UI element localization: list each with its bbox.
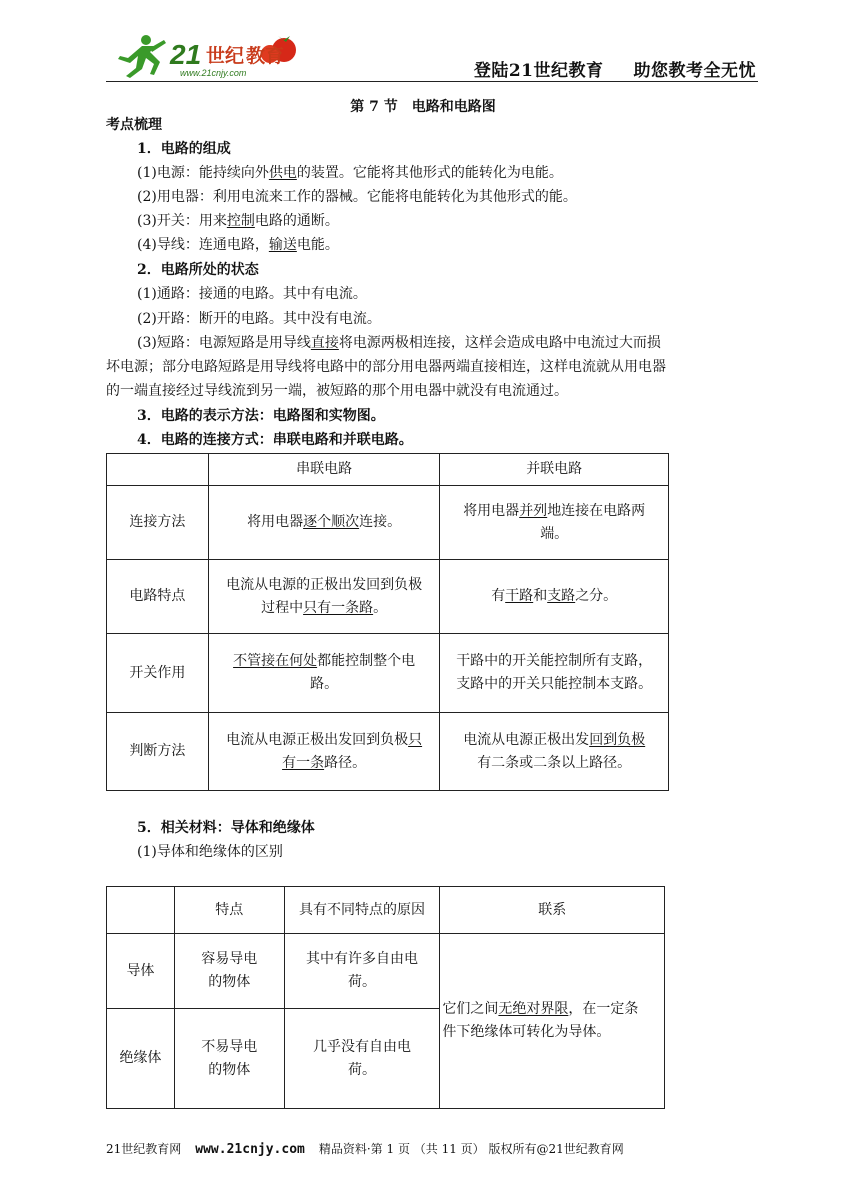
site-logo <box>106 28 306 80</box>
svg-text:www.21cnjy.com: www.21cnjy.com <box>180 68 247 78</box>
conductor-insulator-table <box>106 886 665 1109</box>
table-row <box>107 713 669 791</box>
s1-item-1: (1)电源：能持续向外供电的装置。它能将其他形式的能转化为电能。 <box>137 165 563 181</box>
slogan-help: 助您教考全无忧 <box>633 61 756 81</box>
s2-item-3: (3)短路：电源短路是用导线直接将电源两极相连接，这样会造成电路中电流过大而损 <box>137 335 661 351</box>
slogan-login: 登陆21世纪教育 <box>473 61 604 81</box>
table-row <box>107 634 669 713</box>
table-cell: 有干路和支路之分。 <box>440 560 669 634</box>
s2-item-1: (1)通路：接通的电路。其中有电流。 <box>137 286 367 302</box>
row-label: 判断方法 <box>107 713 209 791</box>
svg-text:21: 21 <box>170 39 202 70</box>
s1-title: 1．电路的组成 <box>137 141 231 157</box>
svg-text:教育: 教育 <box>246 45 285 67</box>
page-footer <box>106 1140 624 1157</box>
s2-item-3-line-3: 的一端直接经过导线流到另一端，被短路的那个用电器中就没有电流通过。 <box>106 383 568 399</box>
header-slogan <box>444 56 756 81</box>
page-title <box>0 96 860 116</box>
row-label: 开关作用 <box>107 634 209 713</box>
table-cell <box>107 887 175 934</box>
table-cell: 干路中的开关能控制所有支路， 支路中的开关只能控制本支路。 <box>440 634 669 713</box>
table-cell <box>107 454 209 486</box>
table-row <box>107 486 669 560</box>
header-relation: 联系 <box>440 887 665 934</box>
s1-item-4: (4)导线：连通电路，输送电能。 <box>137 237 339 253</box>
relation-cell: 它们之间无绝对界限，在一定条 件下绝缘体可转化为导体。 <box>440 934 665 1109</box>
running-figure-icon <box>118 35 166 78</box>
header-divider <box>106 81 758 82</box>
row-label: 绝缘体 <box>107 1009 175 1109</box>
header-reason: 具有不同特点的原因 <box>284 887 440 934</box>
table-row <box>107 560 669 634</box>
table-cell: 几乎没有自由电 荷。 <box>284 1009 440 1109</box>
table-cell: 电流从电源正极出发回到负极只 有一条路径。 <box>208 713 440 791</box>
table-cell: 容易导电 的物体 <box>174 934 284 1009</box>
table-cell: 将用电器逐个顺次连接。 <box>208 486 440 560</box>
page-header <box>106 28 758 82</box>
section-number: 第 7 节 <box>350 99 398 115</box>
table-row <box>107 887 665 934</box>
s1-item-3: (3)开关：用来控制电路的通断。 <box>137 213 339 229</box>
section-name: 电路和电路图 <box>411 99 496 115</box>
svg-text:世纪: 世纪 <box>206 45 245 67</box>
row-label: 导体 <box>107 934 175 1009</box>
s5-sub: (1)导体和绝缘体的区别 <box>137 844 283 860</box>
table-cell: 不管接在何处都能控制整个电 路。 <box>208 634 440 713</box>
row-label: 连接方法 <box>107 486 209 560</box>
heading-key-points: 考点梳理 <box>106 117 162 133</box>
s5-title: 5．相关材料：导体和绝缘体 <box>137 820 315 836</box>
circuit-comparison-table <box>106 453 669 791</box>
table-cell: 电流从电源的正极出发回到负极 过程中只有一条路。 <box>208 560 440 634</box>
table-cell: 其中有许多自由电 荷。 <box>284 934 440 1009</box>
row-label: 电路特点 <box>107 560 209 634</box>
footer-info: 精品资料·第 1 页 （共 11 页） 版权所有@21世纪教育网 <box>318 1142 624 1156</box>
table-cell: 将用电器并列地连接在电路两 端。 <box>440 486 669 560</box>
s2-item-2: (2)开路：断开的电路。其中没有电流。 <box>137 311 381 327</box>
footer-org: 21世纪教育网 <box>106 1142 182 1156</box>
table-row <box>107 454 669 486</box>
header-series: 串联电路 <box>208 454 440 486</box>
s3-title: 3．电路的表示方法：电路图和实物图。 <box>137 408 385 424</box>
s4-title: 4．电路的连接方式：串联电路和并联电路。 <box>137 432 413 448</box>
header-parallel: 并联电路 <box>440 454 669 486</box>
table-cell: 电流从电源正极出发回到负极 有二条或二条以上路径。 <box>440 713 669 791</box>
s2-item-3-line-2: 坏电源；部分电路短路是用导线将电路中的部分用电器两端直接相连，这样电流就从用电器 <box>106 359 666 375</box>
table-row <box>107 934 665 1009</box>
s2-title: 2．电路所处的状态 <box>137 262 259 278</box>
table-cell: 不易导电 的物体 <box>174 1009 284 1109</box>
s1-item-2: (2)用电器：利用电流来工作的器械。它能将电能转化为其他形式的能。 <box>137 189 577 205</box>
header-feature: 特点 <box>174 887 284 934</box>
footer-site-link[interactable]: www.21cnjy.com <box>195 1142 305 1157</box>
